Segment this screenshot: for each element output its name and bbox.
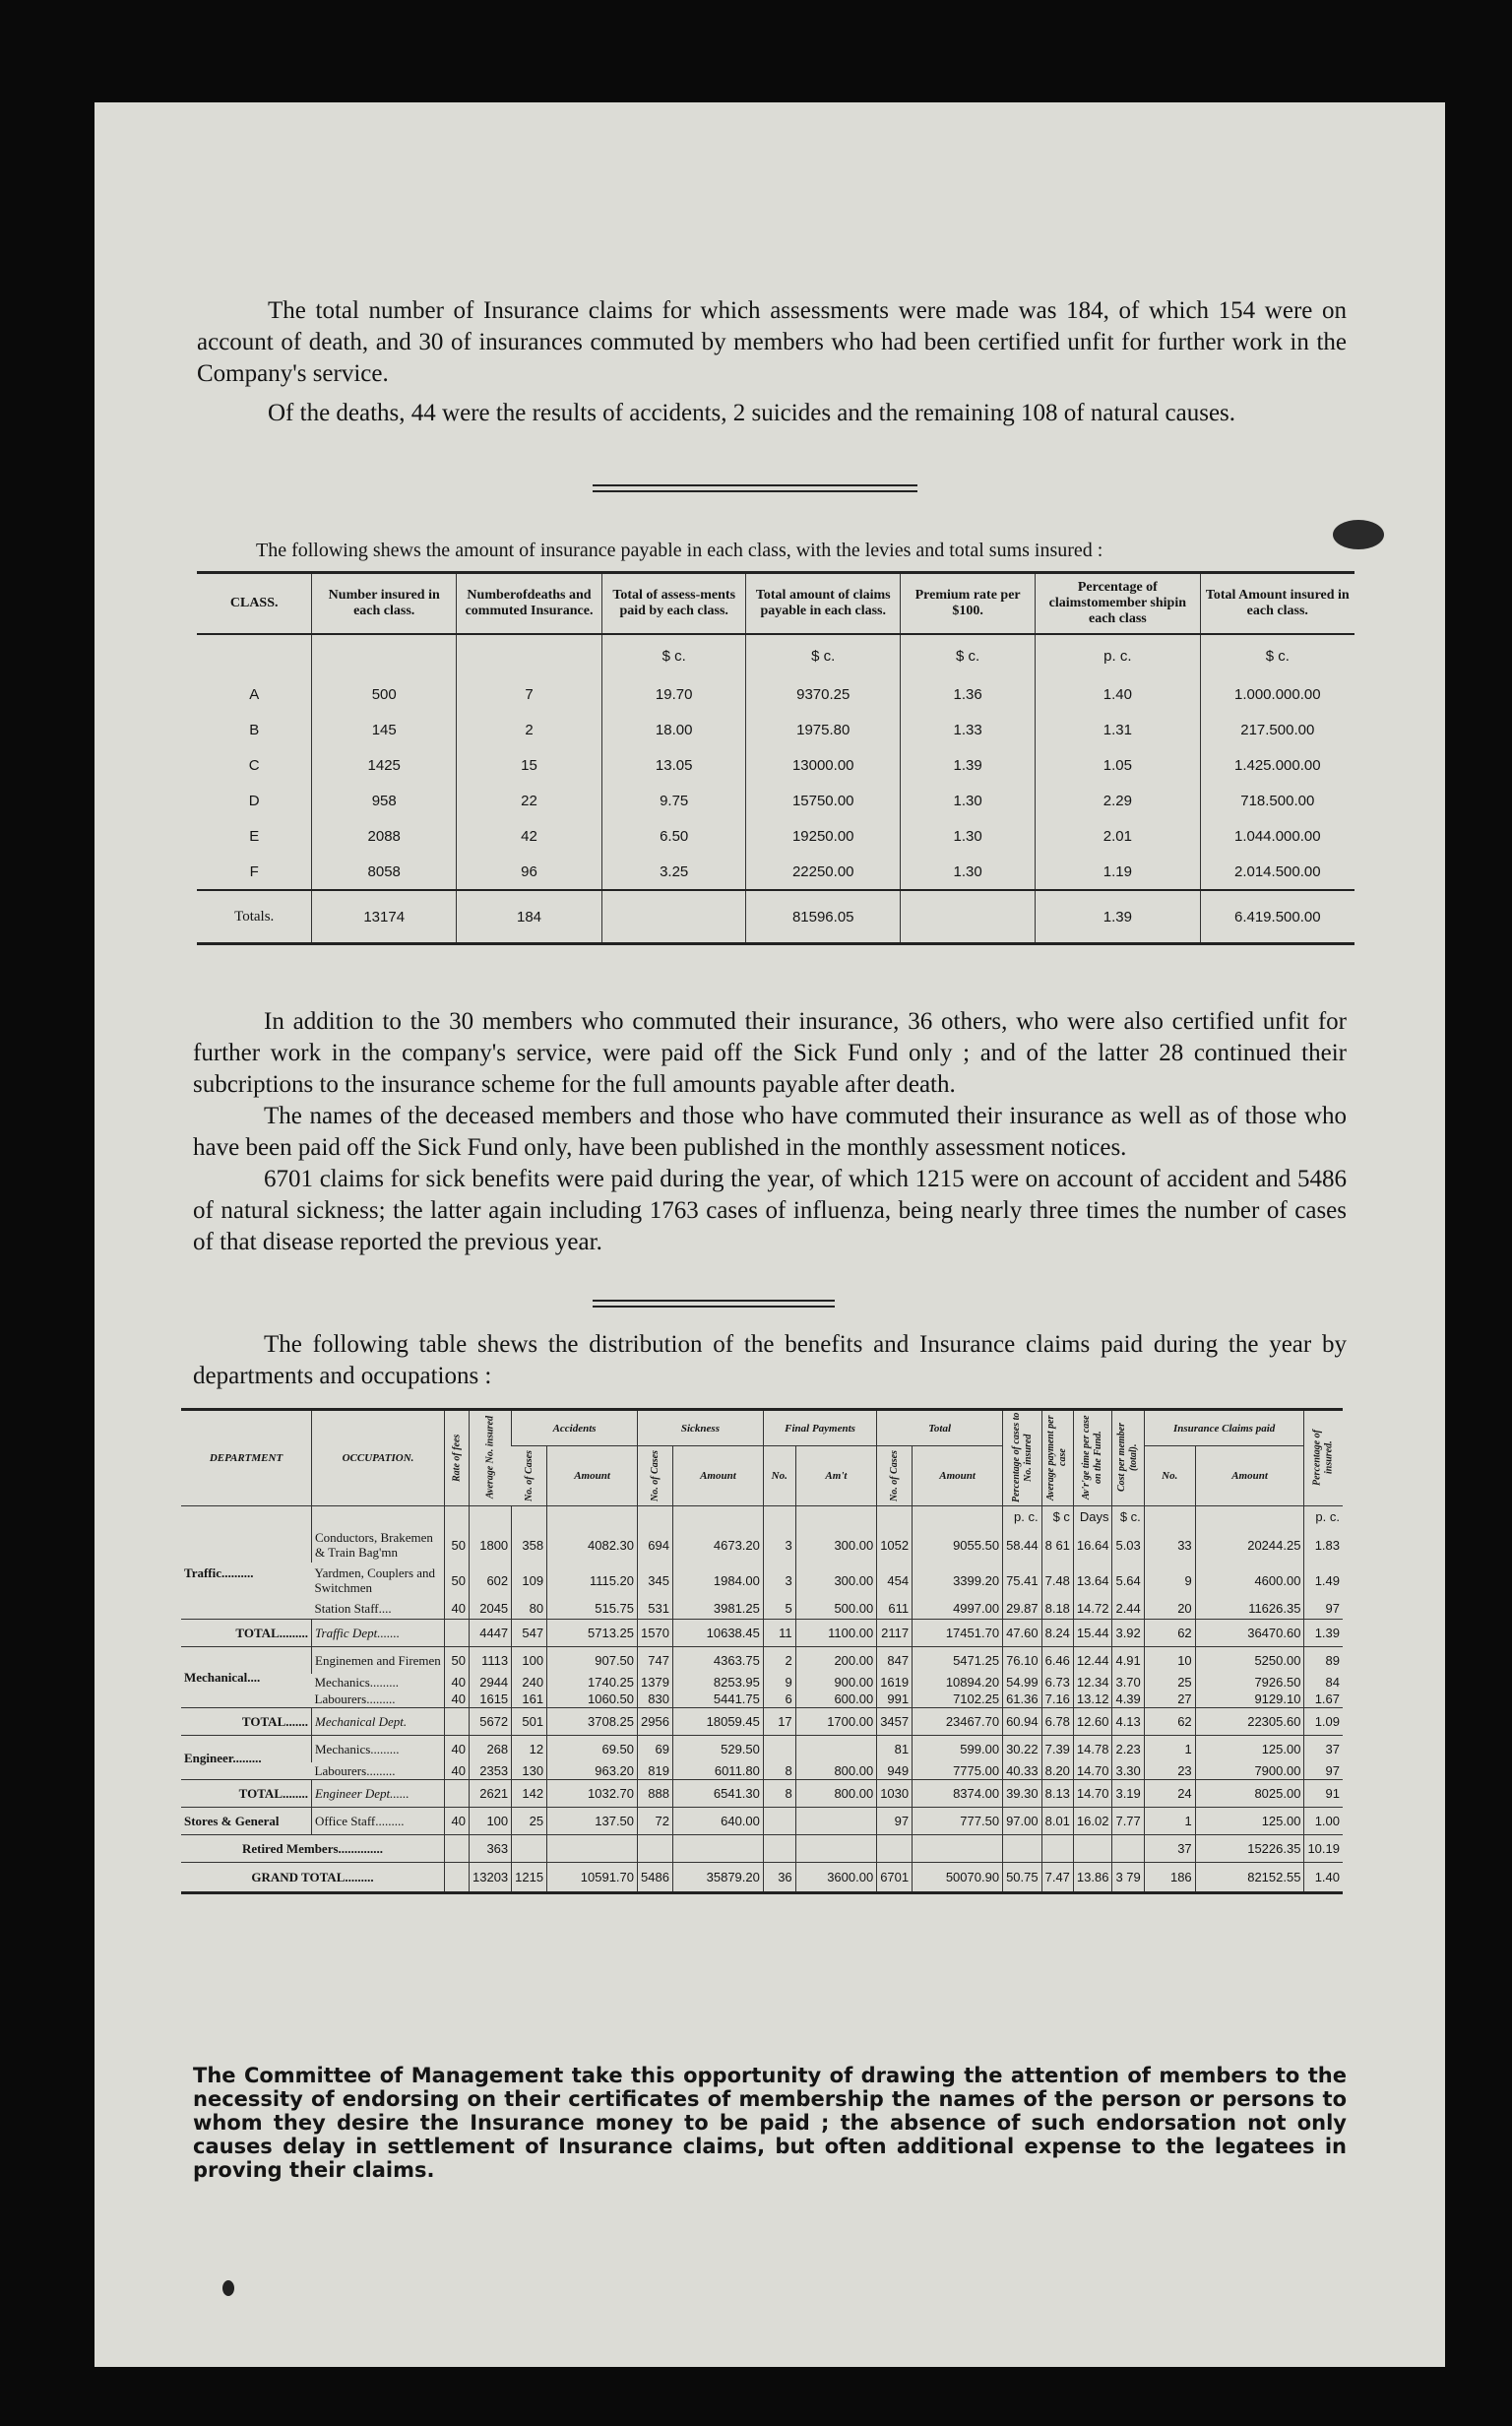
table-row: Mechanical.... Enginemen and Firemen 50 1113 100 907.50 747 4363.75 2 200.00 847 5471.25 76.10 6.46 12.44 4.91 10 5250.00 89 — [181, 1647, 1343, 1675]
middle-paragraph-1: In addition to the 30 members who commuted their insurance, 36 others, who were also certified unfit for further work in the company's service, were paid off the Sick Fund only ; and of the latter 28 continued their subcriptions to the insurance scheme for the full amounts payable after death. — [193, 1008, 1347, 1098]
col-number-insured-header: Number insured in each class. — [312, 573, 457, 635]
col-total-header: Total — [877, 1410, 1003, 1446]
col-claims-header: Total amount of claims payable in each class. — [746, 573, 901, 635]
col-class-header: CLASS. — [229, 596, 279, 610]
col-premium-header: Premium rate per $100. — [901, 573, 1036, 635]
closing-notice: The Committee of Management take this opportunity of drawing the attention of members to the necessity of endorsing on their certificates of membership the names of the person or persons to whom they desire the Insurance money to be paid ; the absence of such endorsation not only causes delay in settlement of Insurance claims, but often additional expense to the legatees in proving their claims. — [193, 2064, 1347, 2182]
department-total-row: TOTAL....... Mechanical Dept. 5672 501 3708.25 2956 18059.45 17 1700.00 3457 23467.70 60.94 6.78 12.60 4.13 62 22305.60 1.09 — [181, 1708, 1343, 1736]
benefits-distribution-table: DEPARTMENT OCCUPATION. Rate of fees Average No. insured Accidents Sickness Final Payments Total Percentage of cases to No. insured Average payment per case Av'r'ge time per case on the Fund. Cost per member (total). Insurance Claims paid Percentage of insured. No. of Cases Amount No. of Cases Amount No. Am't No. of Cases Amount No. Amount p. c. $ c Days $ c. p. c. Traffic.......... Conductors, Brakemen & Train Bag'mn 50 1800 358 4082.30 694 4673.20 3 300.00 1052 9055.50 58.44 8 61 16.64 5.03 33 20244.25 1.83 Yardmen, Couplers and Switchmen 50 602 109 1115.20 345 1984.00 3 300.00 454 3399.20 75.41 7.48 13.64 5.64 9 4600.00 1.49 Station Staff.... 40 2045 80 515.75 531 3981.25 5 500.00 611 4997.00 29.87 8.18 14.72 2.44 20 11626.35 97 TOTAL......... Traffic Dept....... 4447 547 5713.25 1570 10638.45 11 1100.00 2117 17451.70 47.60 8.24 15.44 3.92 62 36470.60 1.39 Mechanical.... Enginemen and Firemen 50 1113 100 907.50 747 4363.75 2 200.00 847 5471.25 76.10 6.46 12.44 4.91 10 5250.00 89 Mechanics......... 40 2944 240 1740.25 1379 8253.95 9 900.00 1619 10894.20 54.99 6.73 12.34 3.70 25 7926.50 84 Labourers......... 40 1615 161 1060.50 830 5441.75 6 600.00 991 7102.25 61.36 7.16 13.12 4.39 27 9129.10 1.67 TOTAL....... Mechanical Dept. 5672 501 3708.25 2956 18059.45 17 1700.00 3457 23467.70 60.94 6.78 12.60 4.13 62 22305.60 1.09 Engineer......... Mechanics......... 40 268 12 69.50 69 529.50 81 599.00 30.22 7.39 14.78 2.23 1 125.00 37 Labourers......... 40 2353 130 963.20 819 6011.80 8 800.00 949 7775.00 40.33 8.20 14.70 3.30 23 7900.00 97 TOTAL........ Engineer Dept...... 2621 142 1032.70 888 6541.30 8 800.00 1030 8374.00 39.30 8.13 14.70 3.19 24 8025.00 91 Stores & General Office Staff......... 40 100 25 137.50 72 640.00 97 777.50 97.00 8.01 16.02 7.77 1 125.00 1.00 Retired Members.............. 363 37 15226.35 10.19 GRAND TOTAL......... 13203 1215 10591.70 5486 35879.20 36 3600.00 6701 50070.90 50.75 7.47 13.86 3 79 186 82152.55 1.40 — [181, 1408, 1343, 1894]
department-total-row: TOTAL......... Traffic Dept....... 4447 547 5713.25 1570 10638.45 11 1100.00 2117 17451.70 47.60 8.24 15.44 3.92 62 36470.60 1.39 — [181, 1620, 1343, 1647]
col-average-header: Average No. insured — [470, 1410, 512, 1506]
col-avg-payment-header: Average payment per case — [1041, 1410, 1073, 1506]
col-rate-header: Rate of fees — [445, 1410, 470, 1506]
table-row: F 8058 96 3.25 22250.00 1.30 1.19 2.014.500.00 — [197, 854, 1354, 890]
table-row: Labourers......... 40 2353 130 963.20 819 6011.80 8 800.00 949 7775.00 40.33 8.20 14.70 3.30 23 7900.00 97 — [181, 1762, 1343, 1780]
department-total-row: TOTAL........ Engineer Dept...... 2621 142 1032.70 888 6541.30 8 800.00 1030 8374.00 39.30 8.13 14.70 3.19 24 8025.00 91 — [181, 1780, 1343, 1808]
table-row: Engineer......... Mechanics......... 40 268 12 69.50 69 529.50 81 599.00 30.22 7.39 14.78 2.23 1 125.00 37 — [181, 1736, 1343, 1763]
table1-caption: The following shews the amount of insurance payable in each class, with the levies and total sums insured : — [256, 540, 1103, 561]
table-row: C 1425 15 13.05 13000.00 1.39 1.05 1.425.000.00 — [197, 747, 1354, 783]
ink-mark — [222, 2280, 234, 2296]
section-divider — [593, 490, 917, 492]
col-accidents-header: Accidents — [512, 1410, 638, 1446]
table-row: E 2088 42 6.50 19250.00 1.30 2.01 1.044.000.00 — [197, 818, 1354, 854]
ink-blot — [1333, 520, 1384, 549]
insurance-class-table — [197, 571, 1354, 945]
table-row: Mechanics......... 40 2944 240 1740.25 1379 8253.95 9 900.00 1619 10894.20 54.99 6.73 12.34 3.70 25 7926.50 84 — [181, 1674, 1343, 1691]
table-row: B 145 2 18.00 1975.80 1.33 1.31 217.500.00 — [197, 712, 1354, 747]
col-total-insured-header: Total Amount insured in each class. — [1200, 573, 1354, 635]
middle-paragraph-3: 6701 claims for sick benefits were paid during the year, of which 1215 were on account of accident and 5486 of natural sickness; the latter again including 1763 cases of influenza, being nearly three times the number of cases of that disease reported the previous year. — [193, 1166, 1347, 1255]
col-deaths-header: Numberofdeaths and commuted Insurance. — [457, 573, 602, 635]
table-row: D 958 22 9.75 15750.00 1.30 2.29 718.500.00 — [197, 783, 1354, 818]
middle-paragraph-2: The names of the deceased members and those who have commuted their insurance as well as of those who have been paid off the Sick Fund only, have been published in the monthly assessment notices. — [193, 1103, 1347, 1161]
intro-paragraph-1: The total number of Insurance claims for which assessments were made was 184, of which 154 were on account of death, and 30 of insurances commuted by members who had been certified unfit for further work in the Company's service. — [197, 297, 1347, 387]
col-department-header: DEPARTMENT — [181, 1410, 312, 1506]
table-row: Traffic.......... Conductors, Brakemen & Train Bag'mn 50 1800 358 4082.30 694 4673.20 3 300.00 1052 9055.50 58.44 8 61 16.64 5.03 33 20244.25 1.83 — [181, 1527, 1343, 1563]
grand-total-row: GRAND TOTAL......... 13203 1215 10591.70 5486 35879.20 36 3600.00 6701 50070.90 50.75 7.47 13.86 3 79 186 82152.55 1.40 — [181, 1863, 1343, 1893]
units-row: $ c. $ c. $ c. p. c. $ c. — [197, 634, 1354, 676]
document-page — [94, 102, 1445, 2367]
table-row: Stores & General Office Staff......... 40 100 25 137.50 72 640.00 97 777.50 97.00 8.01 16.02 7.77 1 125.00 1.00 — [181, 1808, 1343, 1835]
section-divider — [593, 1300, 835, 1302]
col-cost-header: Cost per member (total). — [1112, 1410, 1144, 1506]
col-final-header: Final Payments — [763, 1410, 876, 1446]
col-pct-insured-header: Percentage of insured. — [1304, 1410, 1343, 1506]
col-occupation-header: OCCUPATION. — [312, 1410, 445, 1506]
middle-paragraph-4: The following table shews the distribution of the benefits and Insurance claims paid during the year by departments and occupations : — [193, 1331, 1347, 1389]
totals-row: Totals. 13174 184 81596.05 1.39 6.419.500.00 — [197, 890, 1354, 944]
table-row: Labourers......... 40 1615 161 1060.50 830 5441.75 6 600.00 991 7102.25 61.36 7.16 13.12 4.39 27 9129.10 1.67 — [181, 1691, 1343, 1708]
col-pct-cases-header: Percentage of cases to No. insured — [1003, 1410, 1042, 1506]
col-avg-time-header: Av'r'ge time per case on the Fund. — [1073, 1410, 1112, 1506]
col-percentage-header: Percentage of claimstomember shipin each class — [1036, 573, 1200, 635]
table-row: A 500 7 19.70 9370.25 1.36 1.40 1.000.000.00 — [197, 676, 1354, 712]
table-row: Retired Members.............. 363 37 15226.35 10.19 — [181, 1835, 1343, 1863]
table-row: p. c. $ c Days $ c. p. c. — [181, 1506, 1343, 1528]
section-divider — [593, 484, 917, 486]
col-insurance-header: Insurance Claims paid — [1144, 1410, 1304, 1446]
table-row: Yardmen, Couplers and Switchmen 50 602 109 1115.20 345 1984.00 3 300.00 454 3399.20 75.41 7.48 13.64 5.64 9 4600.00 1.49 — [181, 1563, 1343, 1598]
col-assessments-header: Total of assess-ments paid by each class. — [601, 573, 745, 635]
table-row: Station Staff.... 40 2045 80 515.75 531 3981.25 5 500.00 611 4997.00 29.87 8.18 14.72 2.44 20 11626.35 97 — [181, 1598, 1343, 1620]
section-divider — [593, 1306, 835, 1308]
col-sickness-header: Sickness — [638, 1410, 764, 1446]
intro-paragraph-2: Of the deaths, 44 were the results of accidents, 2 suicides and the remaining 108 of natural causes. — [268, 400, 1236, 426]
